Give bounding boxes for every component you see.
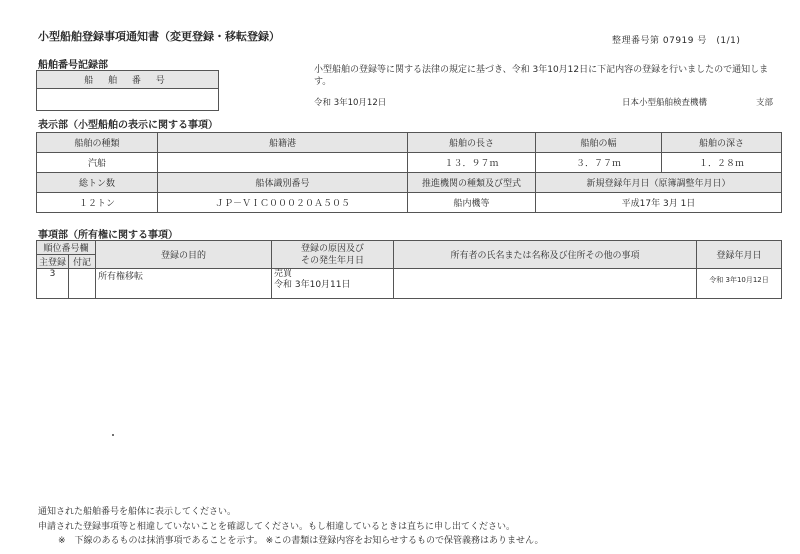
footer-note-1: 通知された船舶番号を船体に表示してください。 <box>38 507 237 517</box>
value-registration-date: 平成17年 3月 1日 <box>536 193 782 213</box>
header-cause-line1: 登録の原因及び <box>301 243 365 254</box>
reference-number: 整理番号第 07919 号 (1/1) <box>612 36 741 46</box>
header-vessel-type: 船舶の種類 <box>37 133 158 153</box>
header-vessel-depth: 船舶の深さ <box>662 133 782 153</box>
value-vessel-length: １３．９７ｍ <box>408 153 536 173</box>
notice-text: 小型船舶の登録等に関する法律の規定に基づき、令和 3年10月12日に下記内容の登録を行いましたので通知します。 <box>314 65 769 87</box>
header-gross-tonnage: 総トン数 <box>37 173 158 193</box>
header-vessel-length: 船舶の長さ <box>408 133 536 153</box>
header-registration-cause <box>272 241 394 269</box>
header-registration-date: 新規登録年月日（原簿調整年月日） <box>536 173 782 193</box>
value-hull-id: ＪＰ－ＶＩＣ０００２０Ａ５０５ <box>158 193 408 213</box>
header-main-registration: 主登録 <box>37 255 69 269</box>
value-registration-date-entry: 令和 3年10月12日 <box>697 269 782 299</box>
value-vessel-depth: １．２８ｍ <box>662 153 782 173</box>
issuing-organization: 日本小型船舶検査機構 <box>622 98 708 108</box>
scan-speck <box>112 434 114 436</box>
header-order-number: 順位番号欄 <box>37 241 96 255</box>
header-vessel-width: 船舶の幅 <box>536 133 662 153</box>
header-registration-date-column: 登録年月日 <box>697 241 782 269</box>
value-supplementary <box>69 269 96 299</box>
notice-date: 令和 3年10月12日 <box>314 98 387 108</box>
value-port-of-registry <box>158 153 408 173</box>
header-owner-details: 所有者の氏名または名称及び住所その他の事項 <box>394 241 697 269</box>
registry-number-table <box>36 70 219 111</box>
value-vessel-type: 汽船 <box>37 153 158 173</box>
value-gross-tonnage: １２トン <box>37 193 158 213</box>
footer-note-3: ※ 下線のあるものは抹消事項であることを示す。 ※この書類は登録内容をお知らせするもので保管義務はありません。 <box>58 536 544 546</box>
display-section-title: 表示部（小型船舶の表示に関する事項） <box>38 120 218 131</box>
document-title: 小型船舶登録事項通知書（変更登録・移転登録） <box>38 30 280 43</box>
value-owner-details <box>394 269 697 299</box>
registry-section-title: 船舶番号記録部 <box>38 60 108 71</box>
value-cause-line2: 令和 3年10月11日 <box>274 280 351 290</box>
matters-section-title: 事項部（所有権に関する事項） <box>38 230 178 241</box>
display-table <box>36 132 782 213</box>
value-main-registration: 3 <box>37 269 69 299</box>
ownership-table <box>36 240 782 299</box>
registry-number-header: 船 舶 番 号 <box>37 71 219 89</box>
value-vessel-width: ３．７７ｍ <box>536 153 662 173</box>
value-engine-type: 船内機等 <box>408 193 536 213</box>
header-cause-line2: その発生年月日 <box>301 255 365 266</box>
header-registration-purpose: 登録の目的 <box>96 241 272 269</box>
value-registration-cause <box>272 269 394 299</box>
value-registration-purpose: 所有権移転 <box>96 269 272 299</box>
registry-number-value <box>37 89 219 111</box>
header-supplementary: 付記 <box>69 255 96 269</box>
value-cause-line1: 売買 <box>274 269 293 279</box>
header-engine-type: 推進機関の種類及び型式 <box>408 173 536 193</box>
issuing-branch: 支部 <box>756 98 774 108</box>
header-port-of-registry: 船籍港 <box>158 133 408 153</box>
footer-note-2: 申請された登録事項等と相違していないことを確認してください。もし相違しているときは直ちに申し出てください。 <box>38 522 516 532</box>
header-hull-id: 船体識別番号 <box>158 173 408 193</box>
